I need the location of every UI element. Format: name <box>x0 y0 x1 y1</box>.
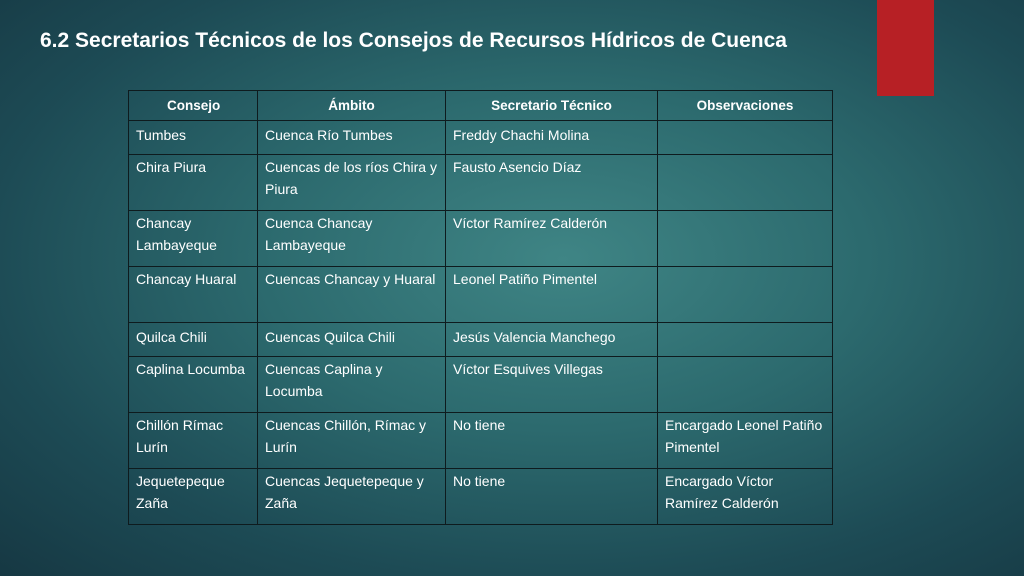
cell-secretario: Fausto Asencio Díaz <box>446 155 658 211</box>
accent-bar <box>877 0 934 96</box>
cell-ambito: Cuencas Chancay y Huaral <box>258 267 446 323</box>
cell-secretario: Freddy Chachi Molina <box>446 121 658 155</box>
cell-secretario: Víctor Ramírez Calderón <box>446 211 658 267</box>
cell-consejo: Tumbes <box>129 121 258 155</box>
cell-observaciones <box>658 357 833 413</box>
cell-ambito: Cuencas Jequetepeque y Zaña <box>258 469 446 525</box>
table-row <box>129 413 833 469</box>
cell-secretario: No tiene <box>446 469 658 525</box>
cell-secretario: Jesús Valencia Manchego <box>446 323 658 357</box>
table-row <box>129 469 833 525</box>
column-header-ambito: Ámbito <box>258 91 446 121</box>
cell-consejo: Jequetepeque Zaña <box>129 469 258 525</box>
slide-title: 6.2 Secretarios Técnicos de los Consejos de Recursos Hídricos de Cuenca <box>40 29 787 52</box>
table-row <box>129 357 833 413</box>
table-row <box>129 155 833 211</box>
table-row <box>129 121 833 155</box>
cell-consejo: Chancay Lambayeque <box>129 211 258 267</box>
cell-secretario: Leonel Patiño Pimentel <box>446 267 658 323</box>
consejos-table <box>128 90 833 525</box>
cell-consejo: Chillón Rímac Lurín <box>129 413 258 469</box>
column-header-consejo: Consejo <box>129 91 258 121</box>
cell-observaciones <box>658 155 833 211</box>
cell-ambito: Cuencas Quilca Chili <box>258 323 446 357</box>
column-header-observaciones: Observaciones <box>658 91 833 121</box>
cell-observaciones <box>658 267 833 323</box>
cell-secretario: No tiene <box>446 413 658 469</box>
cell-observaciones: Encargado Víctor Ramírez Calderón <box>658 469 833 525</box>
cell-secretario: Víctor Esquives Villegas <box>446 357 658 413</box>
table-header-row <box>129 91 833 121</box>
cell-observaciones <box>658 121 833 155</box>
cell-ambito: Cuenca Río Tumbes <box>258 121 446 155</box>
cell-consejo: Chancay Huaral <box>129 267 258 323</box>
cell-ambito: Cuenca Chancay Lambayeque <box>258 211 446 267</box>
cell-consejo: Caplina Locumba <box>129 357 258 413</box>
table-row <box>129 211 833 267</box>
cell-observaciones <box>658 323 833 357</box>
table-row <box>129 323 833 357</box>
cell-observaciones <box>658 211 833 267</box>
table-row <box>129 267 833 323</box>
cell-consejo: Chira Piura <box>129 155 258 211</box>
cell-ambito: Cuencas de los ríos Chira y Piura <box>258 155 446 211</box>
cell-ambito: Cuencas Chillón, Rímac y Lurín <box>258 413 446 469</box>
column-header-secretario: Secretario Técnico <box>446 91 658 121</box>
cell-observaciones: Encargado Leonel Patiño Pimentel <box>658 413 833 469</box>
cell-consejo: Quilca Chili <box>129 323 258 357</box>
cell-ambito: Cuencas Caplina y Locumba <box>258 357 446 413</box>
